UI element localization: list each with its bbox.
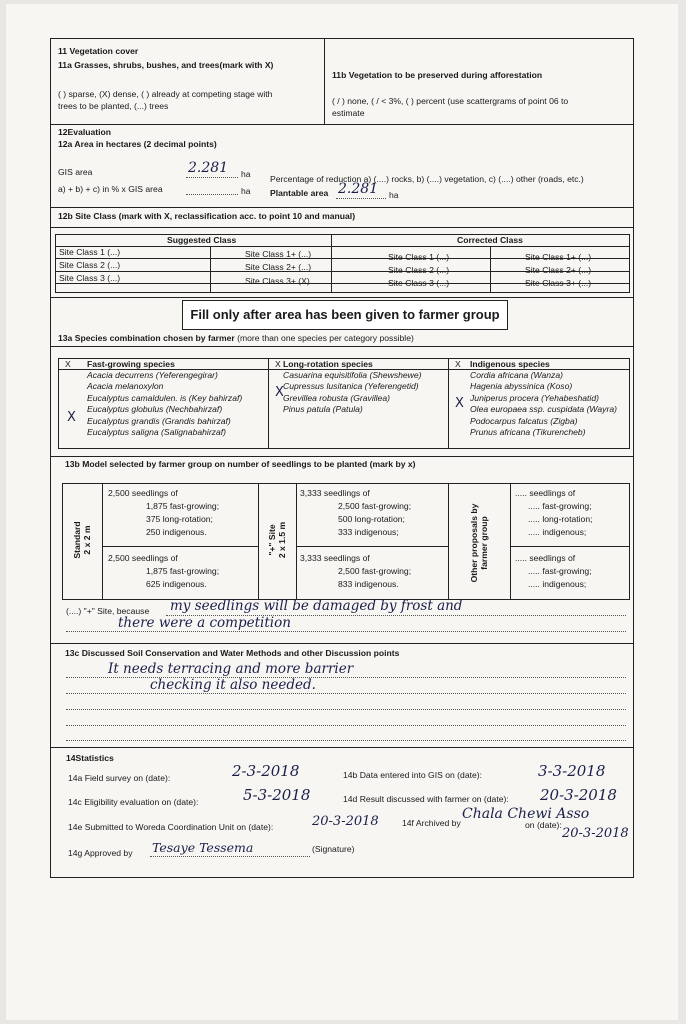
species-indigenous: Podocarpus falcatus (Zigba): [470, 416, 578, 426]
model-plus-a-line: 333 indigenous;: [338, 527, 399, 537]
x-column-label: X: [275, 359, 281, 369]
model-plus-b-line: 3,333 seedlings of: [300, 553, 370, 563]
model-other-a-line: ..... fast-growing;: [528, 501, 592, 511]
section-13a-title: [58, 333, 414, 344]
site-class-cell: Site Class 2+ (...): [525, 265, 592, 275]
form-frame: [50, 38, 634, 878]
model-other-a-line: ..... long-rotation;: [528, 514, 593, 524]
model-standard-b-line: 625 indigenous.: [146, 579, 207, 589]
x-column-label: X: [455, 359, 461, 369]
gis-area-unit: ha: [241, 169, 251, 179]
plus-site-reason-line2: there were a competition: [118, 615, 291, 631]
submitted-date: 20-3-2018: [312, 814, 379, 829]
species-indigenous: Hagenia abyssinica (Koso): [470, 381, 573, 391]
section-11b-title: 11b Vegetation to be preserved during afforestation: [332, 70, 543, 80]
archived-on-label: on (date):: [525, 820, 562, 830]
other-proposals-label: Other proposals by farmer group: [469, 503, 489, 583]
model-plus-b-line: 2,500 fast-growing;: [338, 566, 412, 576]
discussion-line2: checking it also needed.: [150, 677, 316, 693]
species-mark-fast: X: [67, 410, 76, 425]
species-indigenous: Prunus africana (Tikurencheb): [470, 427, 586, 437]
section-11-title: 11 Vegetation cover: [58, 46, 139, 56]
indigenous-header: Indigenous species: [470, 359, 550, 369]
section-11a-title: 11a Grasses, shrubs, bushes, and trees(mark with X): [58, 60, 274, 70]
site-class-cell: Site Class 2+ (...): [245, 262, 312, 272]
plus-site-label: "+" Site 2 x 1.5 m: [267, 521, 287, 559]
site-class-cell: Site Class 3 (...): [59, 273, 121, 283]
site-class-cell: Site Class 3 (...): [388, 278, 450, 288]
approved-label: 14g Approved by: [68, 848, 133, 858]
site-class-cell: Site Class 1 (...): [59, 247, 121, 257]
model-other-a-line: ..... seedlings of: [515, 488, 576, 498]
gis-area-label: GIS area: [58, 167, 93, 177]
gis-entry-date: 3-3-2018: [538, 762, 606, 780]
long-rotation-header: Long-rotation species: [283, 359, 373, 369]
species-mark-indigenous: X: [455, 396, 464, 411]
plus-site-because-label: (....) "+" Site, because: [66, 606, 150, 616]
species-indigenous: Olea europaea ssp. cuspidata (Wayra): [470, 404, 617, 414]
model-other-b-line: ..... seedlings of: [515, 553, 576, 563]
submitted-label: 14e Submitted to Woreda Coordination Unit on (date):: [68, 822, 274, 832]
species-fast: Acacia melanoxylon: [87, 381, 164, 391]
model-plus-a-line: 3,333 seedlings of: [300, 488, 370, 498]
species-fast: Eucalyptus saligna (Salignabahirzaf): [87, 427, 227, 437]
species-long: Pinus patula (Patula): [283, 404, 363, 414]
model-standard-a-line: 2,500 seedlings of: [108, 488, 178, 498]
site-class-cell: Site Class 3+ (...): [525, 278, 592, 288]
section-13a-title-text: 13a Species combination chosen by farmer: [58, 333, 235, 343]
plus-site-reason-line1: my seedlings will be damaged by frost and: [170, 598, 463, 614]
abc-area-label: a) + b) + c) in % x GIS area: [58, 184, 163, 194]
gis-area-value: 2.281: [188, 160, 229, 176]
species-mark-long: X: [275, 385, 284, 400]
abc-area-unit: ha: [241, 186, 251, 196]
species-long: Cupressus lusitanica (Yeferengetid): [283, 381, 419, 391]
model-plus-b-line: 833 indigenous.: [338, 579, 399, 589]
field-survey-date: 2-3-2018: [232, 762, 300, 780]
model-standard-b-line: 1,875 fast-growing;: [146, 566, 220, 576]
model-other-b-line: ..... indigenous;: [528, 579, 587, 589]
eligibility-label: 14c Eligibility evaluation on (date):: [68, 797, 199, 807]
fast-growing-header: Fast-growing species: [87, 359, 175, 369]
section-13a-title-note: (more than one species per category possible): [237, 333, 414, 343]
archived-label: 14f Archived by: [402, 818, 461, 828]
section-11b-line2: estimate: [332, 108, 365, 118]
section-13c-title: 13c Discussed Soil Conservation and Water Methods and other Discussion points: [65, 648, 400, 658]
section-14-title: 14Statistics: [66, 753, 114, 763]
eligibility-date: 5-3-2018: [243, 786, 311, 804]
field-survey-label: 14a Field survey on (date):: [68, 773, 171, 783]
standard-label: Standard 2 x 2 m: [72, 521, 92, 559]
gis-entry-label: 14b Data entered into GIS on (date):: [343, 770, 483, 780]
site-class-cell: Site Class 2 (...): [388, 265, 450, 275]
site-class-cell-selected: Site Class 3+ (X): [245, 276, 310, 286]
reduction-text: Percentage of reduction a) (....) rocks, b) (....) vegetation, c) (....) other (roads, etc.): [270, 174, 584, 184]
plantable-area-value: 2.281: [338, 181, 379, 197]
archived-date: 20-3-2018: [562, 826, 629, 841]
site-class-cell: Site Class 1+ (...): [245, 249, 312, 259]
site-class-cell: Site Class 1 (...): [388, 252, 450, 262]
section-13b-title: 13b Model selected by farmer group on number of seedlings to be planted (mark by x): [65, 459, 416, 469]
farmer-group-banner: Fill only after area has been given to farmer group: [182, 300, 508, 330]
approved-by-name: Tesaye Tessema: [152, 840, 254, 855]
section-11b-line1: ( / ) none, ( / < 3%, ( ) percent (use scattergrams of point 06 to: [332, 96, 569, 106]
model-plus-a-line: 2,500 fast-growing;: [338, 501, 412, 511]
result-discussed-label: 14d Result discussed with farmer on (date):: [343, 794, 509, 804]
section-12a-title: 12a Area in hectares (2 decimal points): [58, 139, 217, 149]
plantable-area-label: Plantable area: [270, 188, 329, 198]
section-11a-line2: trees to be planted, (...) trees: [58, 101, 169, 111]
species-fast: Eucalyptus camaldulen. is (Key bahirzaf): [87, 393, 243, 403]
plantable-area-unit: ha: [389, 190, 399, 200]
model-standard-b-line: 2,500 seedlings of: [108, 553, 178, 563]
species-fast: Eucalyptus globulus (Nechbahirzaf): [87, 404, 223, 414]
model-standard-a-line: 250 indigenous.: [146, 527, 207, 537]
model-standard-a-line: 375 long-rotation;: [146, 514, 213, 524]
species-indigenous: Cordia africana (Wanza): [470, 370, 563, 380]
species-long: Casuarina equisitifolia (Shewshewe): [283, 370, 422, 380]
result-discussed-date: 20-3-2018: [540, 786, 617, 804]
archived-by-name: Chala Chewi Asso: [462, 806, 590, 822]
discussion-line1: It needs terracing and more barrier: [108, 661, 354, 677]
species-indigenous: Juniperus procera (Yehabeshatid): [470, 393, 599, 403]
x-column-label: X: [65, 359, 71, 369]
signature-label: (Signature): [312, 844, 355, 854]
section-12b-title: 12b Site Class (mark with X, reclassification acc. to point 10 and manual): [58, 211, 356, 221]
section-12-title: 12Evaluation: [58, 127, 112, 137]
model-standard-a-line: 1,875 fast-growing;: [146, 501, 220, 511]
model-other-b-line: ..... fast-growing;: [528, 566, 592, 576]
species-long: Grevillea robusta (Gravillea): [283, 393, 390, 403]
model-other-a-line: ..... indigenous;: [528, 527, 587, 537]
species-fast: Acacia decurrens (Yeferengegirar): [87, 370, 218, 380]
suggested-class-header: Suggested Class: [167, 235, 237, 245]
corrected-class-header: Corrected Class: [457, 235, 523, 245]
site-class-cell: Site Class 1+ (...): [525, 252, 592, 262]
model-plus-a-line: 500 long-rotation;: [338, 514, 405, 524]
site-class-cell: Site Class 2 (...): [59, 260, 121, 270]
section-11a-line1: ( ) sparse, (X) dense, ( ) already at competing stage with: [58, 89, 273, 99]
species-fast: Eucalyptus grandis (Grandis bahirzaf): [87, 416, 231, 426]
